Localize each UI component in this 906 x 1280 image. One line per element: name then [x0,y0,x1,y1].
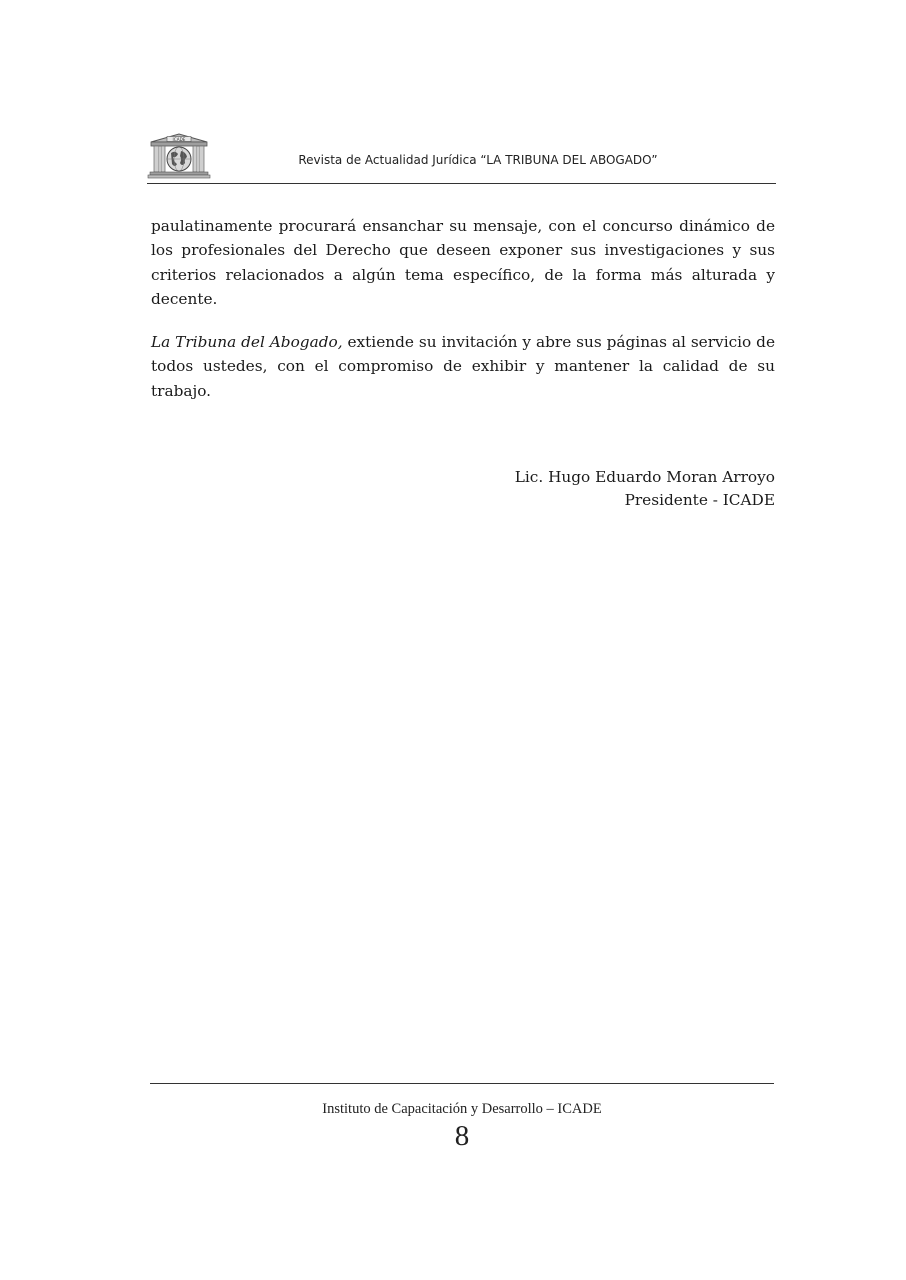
svg-text:ICADE: ICADE [172,137,186,142]
paragraph-1: paulatinamente procurará ensanchar su mensaje, con el concurso dinámico de los profesionales del Derecho que deseen exponer sus investigaciones y sus criterios relacionados a algún tema específico, de la forma más alturada y decente. [151,217,775,308]
paragraph-2-text: extiende su invitación y abre sus páginas al servicio de todos ustedes, con el compromiso de exhibir y mantener la calidad de su trabajo. [151,333,775,400]
body-text [151,214,775,422]
signatory-name: Lic. Hugo Eduardo Moran Arroyo [514,468,775,486]
paragraph-2-italic: La Tribuna del Abogado, [151,333,343,352]
signatory-role: Presidente - ICADE [624,491,775,509]
footer-divider [150,1083,774,1084]
page-number: 8 [454,1120,470,1152]
paragraph-2 [151,330,775,403]
header-divider [147,183,776,184]
signature-block [515,466,775,512]
footer-institution: Instituto de Capacitación y Desarrollo – ICADE [322,1101,602,1117]
journal-title: Revista de Actualidad Jurídica “LA TRIBUNA DEL ABOGADO” [298,153,658,167]
